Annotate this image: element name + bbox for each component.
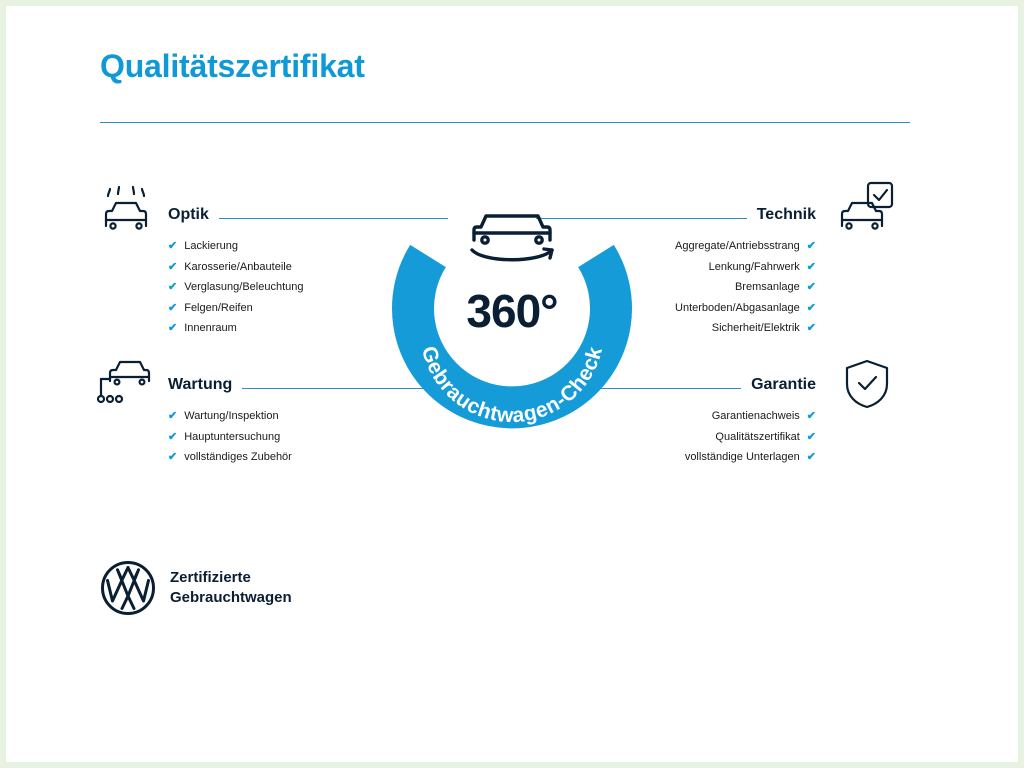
page-border-top xyxy=(0,0,1024,6)
check-icon: ✔ xyxy=(168,301,178,314)
badge-degrees: 360° xyxy=(466,285,558,337)
list-item-label: Wartung/Inspektion xyxy=(184,410,279,422)
vw-logo xyxy=(100,560,156,616)
section-wartung-title: Wartung xyxy=(168,376,233,393)
check-icon: ✔ xyxy=(806,260,816,273)
footer-line-2: Gebrauchtwagen xyxy=(170,589,292,606)
list-item-label: Lackierung xyxy=(184,240,239,252)
check-icon: ✔ xyxy=(168,281,178,293)
list-item-label: Aggregate/Antriebsstrang xyxy=(675,240,800,252)
title-divider xyxy=(100,122,910,123)
page-border-right xyxy=(1018,0,1024,768)
check-icon: ✔ xyxy=(168,451,178,463)
list-item-label: Karosserie/Anbauteile xyxy=(184,260,292,273)
page-title: Qualitätszertifikat xyxy=(100,48,365,84)
footer-line-1: Zertifizierte xyxy=(170,569,251,586)
page-border-left xyxy=(0,0,6,768)
footer-logo-block xyxy=(100,560,292,616)
check-icon: ✔ xyxy=(168,322,178,334)
list-item-label: Qualitätszertifikat xyxy=(715,430,800,443)
check-icon: ✔ xyxy=(806,240,816,252)
check-icon: ✔ xyxy=(806,430,816,443)
list-item-label: Bremsanlage xyxy=(734,281,800,293)
section-technik-title: Technik xyxy=(756,206,816,223)
section-optik-title: Optik xyxy=(168,206,209,223)
check-icon: ✔ xyxy=(168,240,178,252)
car-wash-icon xyxy=(98,182,154,243)
list-item-label: Lenkung/Fahrwerk xyxy=(708,260,800,273)
list-item-label: Sicherheit/Elektrik xyxy=(711,322,800,334)
shield-check-icon xyxy=(843,358,891,415)
check-icon: ✔ xyxy=(806,281,816,293)
list-item-label: Unterboden/Abgasanlage xyxy=(675,301,800,314)
car-lift-icon xyxy=(96,355,154,412)
list-item-label: Felgen/Reifen xyxy=(184,301,253,314)
check-icon: ✔ xyxy=(806,301,816,314)
page-border-bottom xyxy=(0,762,1024,768)
car-check-icon xyxy=(838,180,896,243)
list-item-label: Hauptuntersuchung xyxy=(184,430,281,443)
list-item-label: Innenraum xyxy=(184,322,237,334)
list-item-label: vollständige Unterlagen xyxy=(684,451,800,463)
check-icon: ✔ xyxy=(168,410,178,422)
list-item-label: vollständiges Zubehör xyxy=(184,451,292,463)
list-item-label: Verglasung/Beleuchtung xyxy=(184,281,304,293)
check-icon: ✔ xyxy=(806,451,816,463)
check-icon: ✔ xyxy=(168,260,178,273)
footer-text xyxy=(170,568,292,608)
check-icon: ✔ xyxy=(806,322,816,334)
check-icon: ✔ xyxy=(168,430,178,443)
check-icon: ✔ xyxy=(806,410,816,422)
360-check-badge xyxy=(371,170,653,452)
badge-arc-label: Gebrauchtwagen-Check xyxy=(416,343,608,428)
list-item-label: Garantienachweis xyxy=(711,410,800,422)
section-garantie-title: Garantie xyxy=(751,376,816,393)
